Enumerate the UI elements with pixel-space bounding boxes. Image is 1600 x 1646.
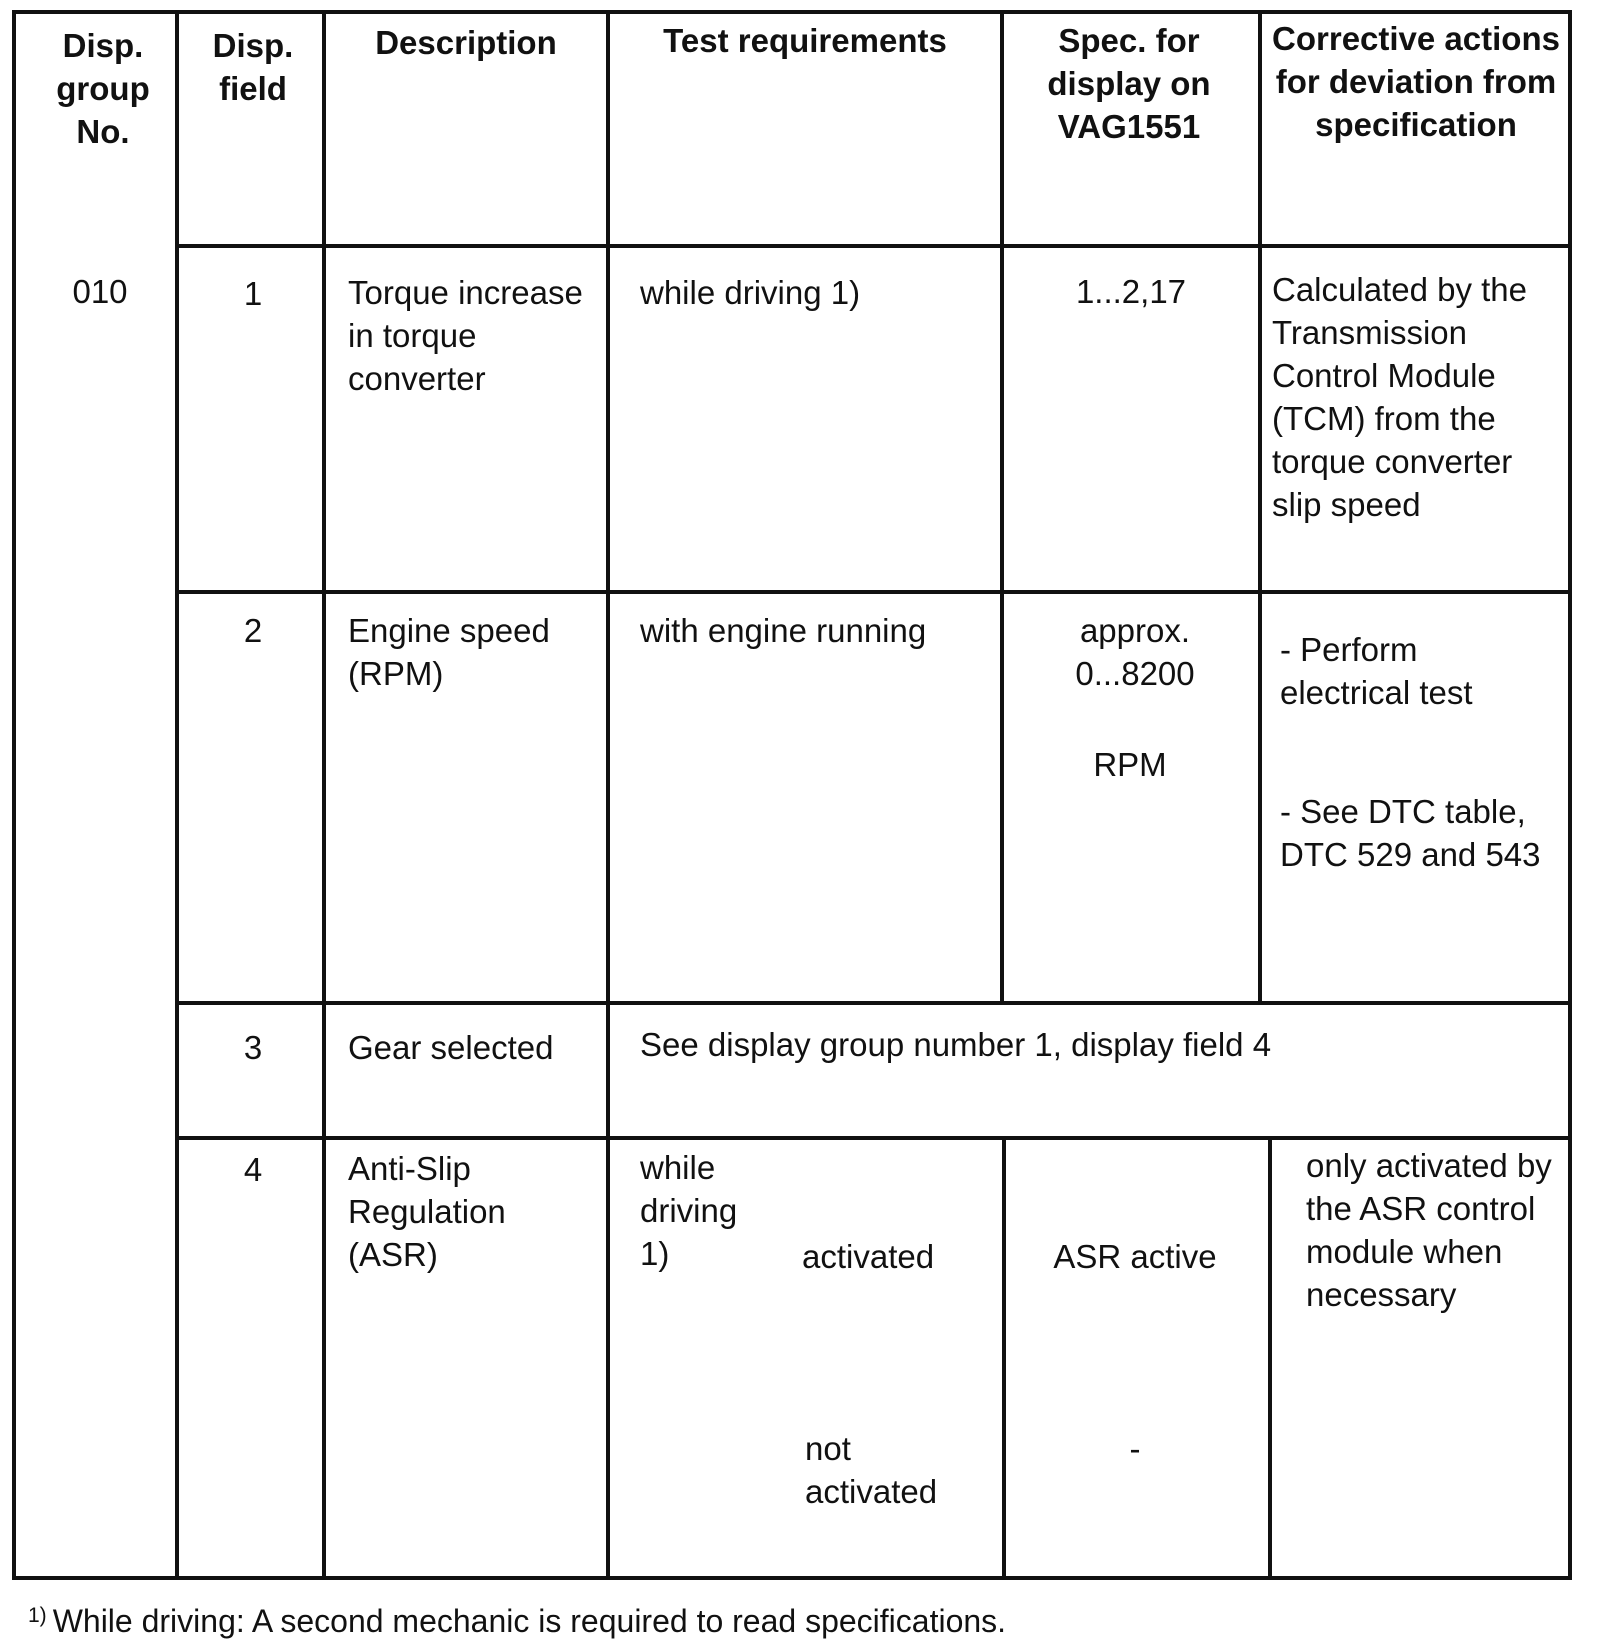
row2-test: with engine running (640, 612, 927, 649)
row4-spec-dash: - (1129, 1430, 1141, 1467)
row4-corrective: only activated by the ASR control module when necessary (1306, 1147, 1552, 1313)
row1-description: Torque increase in torque converter (348, 274, 583, 397)
row2-spec-range: approx. 0...8200 (1075, 612, 1195, 692)
row2-spec-unit: RPM (1093, 746, 1167, 783)
footnote (28, 1596, 1006, 1641)
row2-corrective-electrical: - Perform electrical test (1280, 631, 1473, 711)
col-divider-corrective-lower (1268, 1138, 1272, 1580)
header-spec: Spec. for display on VAG1551 (1047, 22, 1211, 145)
row-divider-3 (177, 1136, 1570, 1140)
row1-corrective: Calculated by the Transmission Control Module (TCM) from the torque converter slip speed (1272, 271, 1527, 523)
row2-field: 2 (243, 612, 263, 649)
row4-test: while driving 1) (640, 1149, 738, 1272)
col-divider-spec-upper (1000, 10, 1004, 1003)
row1-test: while driving 1) (640, 274, 861, 311)
table-border-left (12, 10, 16, 1580)
footnote-mark: 1) (28, 1604, 47, 1627)
col-divider-corrective-upper (1258, 10, 1262, 1003)
table-border-top (12, 10, 1572, 14)
row4-field: 4 (243, 1151, 263, 1188)
row4-state-not-activated: not activated (805, 1430, 938, 1510)
row-divider-2 (177, 1001, 1570, 1005)
row2-corrective-dtc: - See DTC table, DTC 529 and 543 (1280, 793, 1541, 873)
header-corrective-actions: Corrective actions for deviation from specification (1272, 20, 1560, 143)
row1-spec: 1...2,17 (1075, 273, 1187, 310)
header-test-requirements: Test requirements (663, 22, 947, 59)
row3-description: Gear selected (348, 1029, 554, 1066)
footnote-text: While driving: A second mechanic is required to read specifications. (52, 1603, 1007, 1639)
header-field: Disp. field (212, 27, 294, 107)
row3-note: See display group number 1, display field 4 (640, 1026, 1272, 1063)
header-group-no: Disp. group No. (56, 27, 150, 150)
row4-state-activated: activated (802, 1238, 935, 1275)
row-divider-1 (177, 590, 1570, 594)
row1-field: 1 (243, 275, 263, 312)
row3-field: 3 (243, 1029, 263, 1066)
table-border-bottom (12, 1576, 1572, 1580)
header-description: Description (375, 24, 557, 61)
row4-spec-asr-active: ASR active (1053, 1238, 1217, 1275)
row2-description: Engine speed (RPM) (348, 612, 550, 692)
row-divider-header (177, 244, 1570, 248)
group-number: 010 (72, 273, 128, 310)
col-divider-spec-lower (1002, 1138, 1006, 1580)
row4-description: Anti-Slip Regulation (ASR) (348, 1150, 506, 1273)
